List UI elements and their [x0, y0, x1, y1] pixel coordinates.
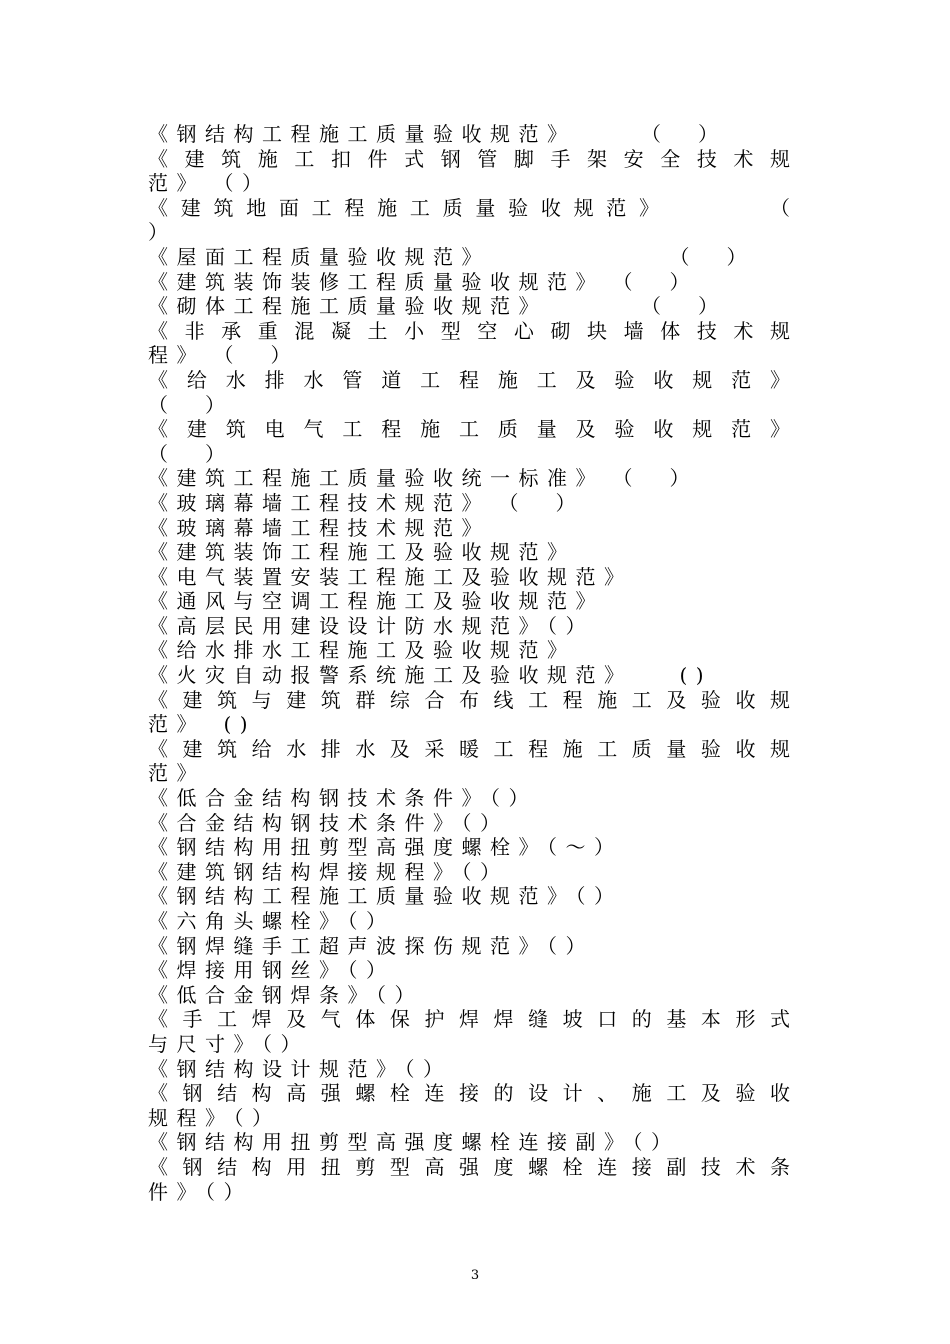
standard-line: 《给水排水工程施工及验收规范》	[148, 638, 576, 663]
standard-line: 与尺寸》（）	[148, 1031, 309, 1056]
standard-line: 《钢焊缝手工超声波探伤规范》（）	[148, 933, 594, 958]
standard-line: 《​ 手​ 工​ 焊​ 及​ 气​ 体​ 保​ 护​ 焊​ 焊​ 缝​ 坡​ 口​ 的​ 基​ 本​ 形​ 式	[148, 1007, 790, 1032]
standard-line: 程》 （ ）	[148, 343, 299, 368]
standard-line: 《​ 建​ 筑​ 施​ 工​ 扣​ 件​ 式​ 钢​ 管​ 脚​ 手​ 架​ 安​ 全​ 技​ 术​ 规	[148, 146, 790, 171]
standard-line: 范》	[148, 761, 205, 786]
standard-line: 《建筑装饰装修工程质量验收规范》 （ ）	[148, 269, 698, 294]
standard-line: 《​ 建​ 筑​ 给​ 水​ 排​ 水​ 及​ 采​ 暖​ 工​ 程​ 施​ 工​ 质​ 量​ 验​ 收​ 规	[148, 736, 790, 761]
standard-line: 《建筑装饰工程施工及验收规范》	[148, 540, 576, 565]
standard-line: 《电气装置安装工程施工及验收规范》	[148, 564, 633, 589]
document-body	[148, 122, 790, 1204]
standard-line: 《建筑工程施工质量验收统一标准》 （ ）	[148, 466, 698, 491]
standard-line: 件》（）	[148, 1179, 252, 1204]
standard-line: ）	[148, 220, 177, 245]
standard-line: 《低合金结构钢技术条件》（）	[148, 786, 537, 811]
standard-line: 范》 （）	[148, 171, 271, 196]
standard-line: 规程》（）	[148, 1105, 281, 1130]
standard-line: 《玻璃幕墙工程技术规范》 （ ）	[148, 490, 584, 515]
standard-line: 《​ 建​ 筑​ 与​ 建​ 筑​ 群​ 综​ 合​ 布​ 线​ 工​ 程​ 施​ 工​ 及​ 验​ 收​ 规	[148, 687, 790, 712]
standard-line: 《合金结构钢技术条件》（）	[148, 810, 509, 835]
standard-line: 《建筑钢结构焊接规程》（）	[148, 859, 509, 884]
standard-line: 《砌体工程施工质量验收规范》 （ ）	[148, 294, 727, 319]
standard-line: 《钢结构工程施工质量验收规范》 （ ）	[148, 122, 727, 146]
page-number: 3	[470, 1268, 480, 1283]
standard-line: 《火灾自动报警系统施工及验收规范》 ()	[148, 663, 713, 688]
standard-line: 《​ 钢​ 结​ 构​ 用​ 扭​ 剪​ 型​ 高​ 强​ 度​ 螺​ 栓​ 连​ 接​ 副​ 技​ 术​ 条	[148, 1154, 790, 1179]
standard-line: （ ）	[148, 392, 234, 417]
standard-line: 《​ 建​ 筑​ 电​ 气​ 工​ 程​ 施​ 工​ 质​ 量​ 及​ 验​ 收​ 规​ 范​ 》	[148, 417, 790, 442]
standard-line: 《​ 钢​ 结​ 构​ 高​ 强​ 螺​ 栓​ 连​ 接​ 的​ 设​ 计​ 、​ 施​ 工​ 及​ 验​ 收	[148, 1081, 790, 1106]
standard-line: 《低合金钢焊条》（）	[148, 982, 423, 1007]
standard-line: 《玻璃幕墙工程技术规范》	[148, 515, 490, 540]
standard-line: 《焊接用钢丝》（）	[148, 958, 395, 983]
standard-line: 《屋面工程质量验收规范》 （ ）	[148, 244, 755, 269]
standard-line: 《钢结构工程施工质量验收规范》（）	[148, 884, 623, 909]
standard-line: 《​ 建​ 筑​ 地​ 面​ 工​ 程​ 施​ 工​ 质​ 量​ 验​ 收​ 规​ 范​ 》​ ​ ​ ​ （	[148, 195, 790, 220]
standard-line: 《通风与空调工程施工及验收规范》	[148, 589, 604, 614]
standard-line: 《钢结构设计规范》（）	[148, 1056, 452, 1081]
standard-line: 《六角头螺栓》（）	[148, 909, 395, 933]
standard-line: 《钢结构用扭剪型高强度螺栓》（～）	[148, 835, 623, 860]
standard-line: 《钢结构用扭剪型高强度螺栓连接副》（）	[148, 1130, 680, 1155]
standard-line: 范》 ()	[148, 712, 257, 737]
standard-line: 《​ 给​ 水​ 排​ 水​ 管​ 道​ 工​ 程​ 施​ 工​ 及​ 验​ 收​ 规​ 范​ 》	[148, 367, 790, 392]
standard-line: 《​ 非​ 承​ 重​ 混​ 凝​ 土​ 小​ 型​ 空​ 心​ 砌​ 块​ 墙​ 体​ 技​ 术​ 规	[148, 318, 790, 343]
standard-line: 《高层民用建设设计防水规范》（）	[148, 613, 594, 638]
standard-line: （ ）	[148, 441, 234, 466]
